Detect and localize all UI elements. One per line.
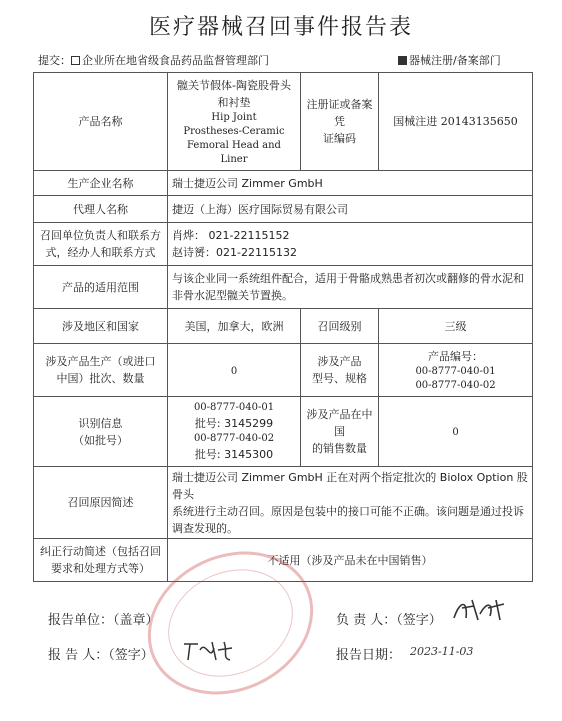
cell-label: 识别信息 （如批号） [34, 397, 168, 467]
submit-line-right [398, 52, 501, 68]
cell-value: 瑞士捷迈公司 Zimmer GmbH 正在对两个指定批次的 Biolox Option 股骨头 系统进行主动召回。原因是包装中的接口可能不正确。该问题是通过投诉 调查发现的。 [168, 467, 533, 539]
cell-label: 涉及产品在中国 的销售数量 [301, 397, 379, 467]
report-unit-label: 报告单位：（盖章） [48, 613, 159, 628]
cell-label: 涉及产品生产（或进口 中国）批次、数量 [34, 344, 168, 397]
responsible-signature [450, 596, 510, 626]
cell-value: 0 [379, 397, 533, 467]
cell-value: 国械注进 20143135650 [379, 73, 533, 171]
recall-report-table [33, 72, 533, 582]
table-row [34, 309, 533, 344]
cell-value: 捷迈（上海）医疗国际贸易有限公司 [168, 196, 533, 223]
cell-label: 代理人名称 [34, 196, 168, 223]
submit-option-left: 企业所在地省级食品药品监督管理部门 [82, 54, 269, 67]
table-row [34, 539, 533, 582]
cell-label: 召回级别 [301, 309, 379, 344]
table-row [34, 196, 533, 223]
cell-value: 美国，加拿大，欧洲 [168, 309, 301, 344]
cell-label: 涉及地区和国家 [34, 309, 168, 344]
cell-value: 与该企业同一系统组件配合，适用于骨骼成熟患者初次或翻修的骨水泥和 非骨水泥型髋关节置换。 [168, 266, 533, 309]
submit-line [38, 52, 269, 68]
cell-value: 三级 [379, 309, 533, 344]
cell-value: 不适用（涉及产品未在中国销售） [168, 539, 533, 582]
table-row [34, 266, 533, 309]
table-row [34, 344, 533, 397]
cell-label: 召回原因简述 [34, 467, 168, 539]
table-row [34, 73, 533, 171]
checked-box-icon[interactable] [398, 56, 407, 65]
cell-label: 产品的适用范围 [34, 266, 168, 309]
table-row [34, 223, 533, 266]
table-row [34, 171, 533, 196]
cell-label: 生产企业名称 [34, 171, 168, 196]
page-title: 医疗器械召回事件报告表 [148, 15, 413, 40]
reporter-signature [180, 636, 236, 666]
cell-value: 髋关节假体-陶瓷股骨头 和衬垫 Hip Joint Prostheses-Ceramic Femoral Head and Liner [168, 73, 301, 171]
cell-value: 瑞士捷迈公司 Zimmer GmbH [168, 171, 533, 196]
table-row [34, 397, 533, 467]
cell-label: 召回单位负责人和联系方 式，经办人和联系方式 [34, 223, 168, 266]
cell-label: 纠正行动简述（包括召回 要求和处理方式等） [34, 539, 168, 582]
cell-label: 产品名称 [34, 73, 168, 171]
cell-value: 产品编号： 00-8777-040-01 00-8777-040-02 [379, 344, 533, 397]
table-row [34, 467, 533, 539]
report-date-label: 报告日期： [336, 648, 402, 663]
cell-value: 00-8777-040-01 批号: 3145299 00-8777-040-02 批号: 3145300 [168, 397, 301, 467]
cell-value: 0 [168, 344, 301, 397]
cell-label: 注册证或备案凭 证编码 [301, 73, 379, 171]
reporter-label: 报 告 人：（签字） [48, 648, 154, 663]
submit-option-right: 器械注册/备案部门 [409, 54, 501, 67]
cell-label: 涉及产品 型号、规格 [301, 344, 379, 397]
report-date-value: 2023-11-03 [410, 645, 474, 658]
cell-value: 肖烨： 021-22115152 赵诗赟：021-22115132 [168, 223, 533, 266]
responsible-person-label: 负 责 人：（签字） [336, 613, 442, 628]
submit-label: 提交： [38, 54, 71, 67]
checkbox-icon[interactable] [71, 56, 80, 65]
